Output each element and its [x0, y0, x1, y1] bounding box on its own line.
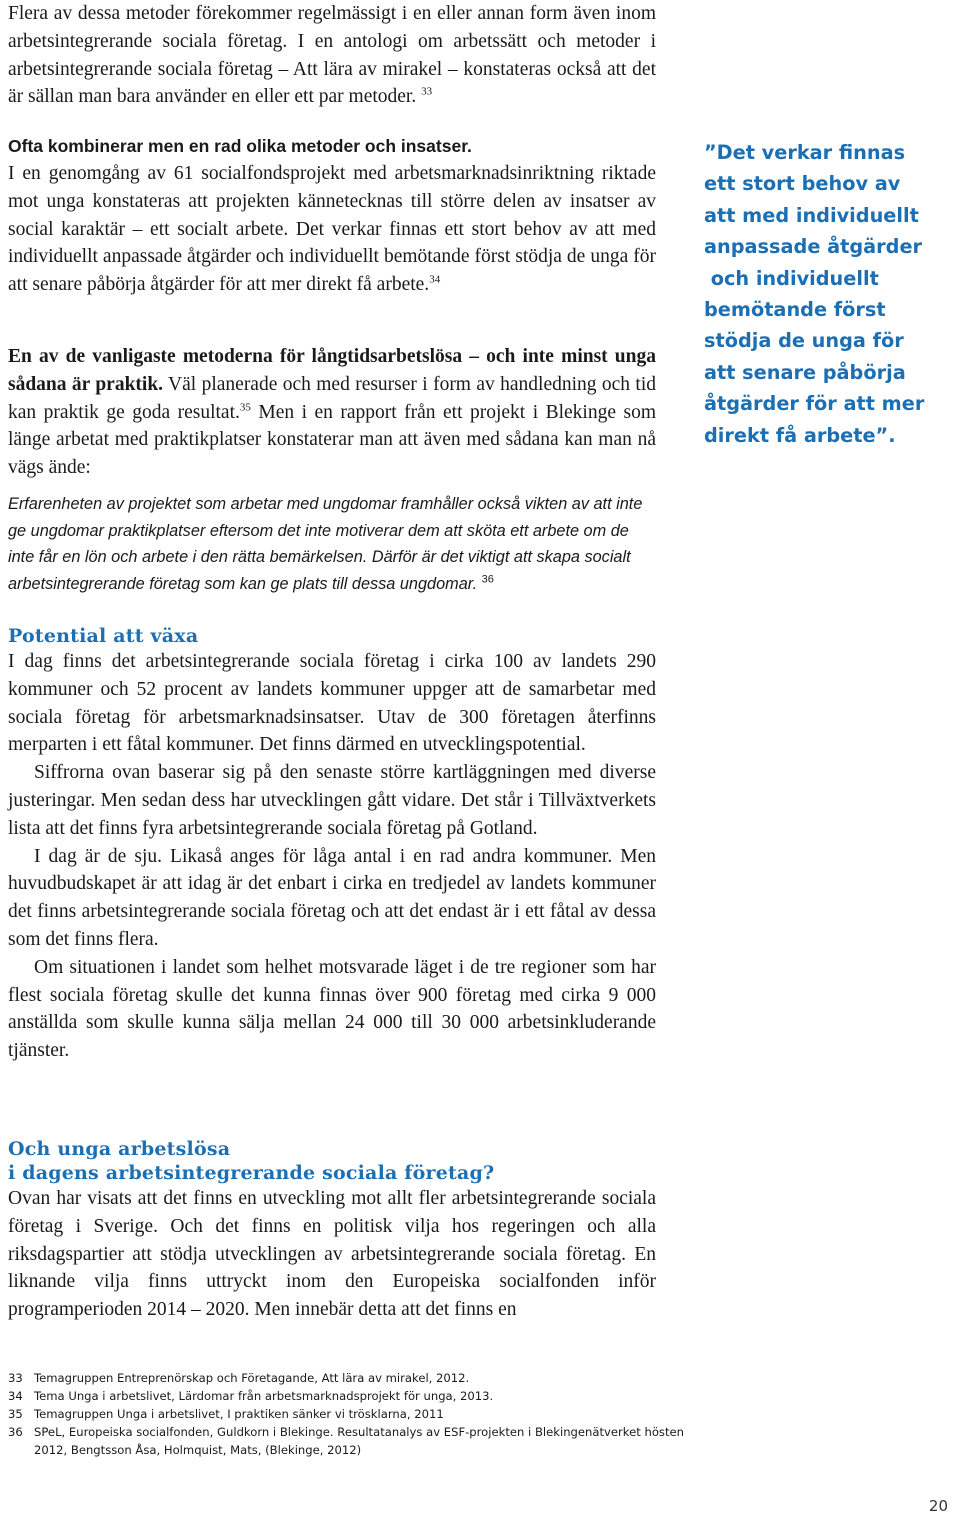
- footnote-number: 34: [8, 1389, 23, 1403]
- section-unga-arbetslosa: [8, 1137, 656, 1324]
- footnote-text: Temagruppen Entreprenörskap och Företagande, Att lära av mirakel, 2012.: [34, 1371, 470, 1385]
- pull-quote-line: ett stort behov av: [704, 172, 901, 196]
- pull-quote: [704, 137, 944, 451]
- pull-quote-line: direkt få arbete”.: [704, 423, 896, 447]
- section2-heading-line2: i dagens arbetsintegrerande sociala företag?: [8, 1162, 495, 1184]
- footnote-number: 33: [8, 1371, 23, 1385]
- lead-sentence: Ofta kombinerar men en rad olika metoder och insatser.: [8, 136, 472, 156]
- footnote-34: [8, 1387, 708, 1405]
- section2-paragraph: Ovan har visats att det finns en utveckling mot allt fler arbetsintegrerande sociala företag i Sverige. Och det finns en politisk vilja hos regeringen och alla riksdagspartier att stödja utvecklingen av arbetsintegrerande sociala företag. En liknande vilja finns uttryckt inom den Europeiska socialfonden inför programperioden 2014 – 2020. Men innebär detta att det finns en: [8, 1188, 656, 1321]
- footnote-35: [8, 1405, 708, 1423]
- section-potential: [8, 624, 656, 1065]
- footnote-ref-35: 35: [239, 401, 251, 414]
- section1-paragraph-2: Siffrorna ovan baserar sig på den senaste större kartläggningen med diverse justeringar. Men sedan dess har utvecklingen gått vidare. Det står i Tillväxtverkets lista att det finns fyra arbetsintegrerande sociala företag på Gotland.: [8, 762, 656, 839]
- pull-quote-line: stödja de unga för: [704, 329, 904, 353]
- footnote-ref-33: 33: [421, 85, 433, 98]
- intro-text: Flera av dessa metoder förekommer regelmässigt i en eller annan form även inom arbetsintegrerande sociala företag. I en antologi om arbetssätt och metoder i arbetsintegrerande sociala företag – Att lära av mirakel – konstateras också att det är sällan man bara använder en eller ett par metoder.: [8, 3, 656, 108]
- section-heading-potential: Potential att växa: [8, 625, 199, 647]
- body2-text-b: Men i en rapport från ett projekt i Blekinge som länge arbetat med praktikplatser konstaterar man att även med sådana kan man nå vägs ände:: [8, 401, 656, 479]
- footnote-text: SPeL, Europeiska socialfonden, Guldkorn i Blekinge. Resultatanalys av ESF-projekten i Blekingenätverket hösten 2012, Bengtsson Åsa, Holmquist, Mats, (Blekinge, 2012): [34, 1425, 684, 1457]
- footnotes: [8, 1369, 708, 1459]
- section1-paragraph-4: Om situationen i landet som helhet motsvarade läget i de tre regioner som har flest sociala företag skulle det kunna finnas över 900 företag med cirka 9 000 anställda som skulle kunna sälja mellan 24 000 till 30 000 arbetsinkluderande tjänster.: [8, 956, 656, 1062]
- italic-quote-text: Erfarenheten av projektet som arbetar med ungdomar framhåller också vikten av att inte ge ungdomar praktikplatser eftersom det inte motiverar dem att sköta ett arbete om de inte får en lön och arbete i den rätta bemärkelsen. Därför är det viktigt att skapa socialt arbetsintegrerande företag som kan ge plats till dessa ungdomar.: [8, 495, 643, 593]
- body-paragraph-1: [8, 160, 656, 299]
- body2-bold-lead: En av de vanligaste metoderna för långtidsarbetslösa – och inte minst unga sådana är praktik.: [8, 346, 656, 395]
- pull-quote-line: anpassade åtgärder: [704, 235, 923, 259]
- body1-text: I en genomgång av 61 socialfondsprojekt med arbetsmarknadsinriktning riktade mot unga konstateras att projekten kännetecknas till större delen av insatser av social karaktär – ett socialt arbete. Det verkar finnas ett stort behov av att med individuellt anpassade åtgärder och individuellt bemötande först stödja de unga för att senare påbörja åtgärder för att mer direkt få arbete.: [8, 163, 656, 296]
- section-heading-unga: [8, 1137, 656, 1185]
- footnote-ref-36: 36: [481, 573, 494, 586]
- footnote-33: [8, 1369, 708, 1387]
- body-paragraph-2: [8, 343, 656, 482]
- pull-quote-line: och individuellt: [704, 266, 879, 290]
- footnote-number: 36: [8, 1425, 23, 1439]
- pull-quote-line: att senare påbörja: [704, 360, 906, 384]
- pull-quote-line: att med individuellt: [704, 203, 919, 227]
- page-number: 20: [928, 1497, 948, 1515]
- section1-paragraph-1: I dag finns det arbetsintegrerande sociala företag i cirka 100 av landets 290 kommuner och 52 procent av landets kommuner uppger att de samarbetar med sociala företag för arbetsmarknadsinsatser. Utav de 300 företagen återfinns merparten i ett fåtal kommuner. Det finns därmed en utvecklingspotential.: [8, 651, 656, 756]
- footnote-36: [8, 1423, 708, 1459]
- footnote-text: Tema Unga i arbetslivet, Lärdomar från arbetsmarknadsprojekt för unga, 2013.: [34, 1389, 494, 1403]
- italic-quote: [8, 491, 656, 597]
- section2-heading-line1: Och unga arbetslösa: [8, 1138, 231, 1160]
- pull-quote-line: ”Det verkar finnas: [704, 141, 906, 164]
- pull-quote-line: bemötande först: [704, 298, 886, 322]
- body2-text-a: Väl planerade och med resurser i form av handledning och tid kan praktik ge goda resultat.: [8, 373, 656, 423]
- intro-paragraph: [8, 0, 656, 111]
- section1-paragraph-3: I dag är de sju. Likaså anges för låga antal i en rad andra kommuner. Men huvudbudskapet är att idag är det enbart i cirka en tredjedel av landets kommuner det finns arbetsintegrerande sociala företag och att det endast är i ett fåtal av dessa som det finns flera.: [8, 845, 656, 950]
- footnote-number: 35: [8, 1407, 23, 1421]
- footnote-text: Temagruppen Unga i arbetslivet, I praktiken sänker vi trösklarna, 2011: [34, 1407, 444, 1421]
- pull-quote-line: åtgärder för att mer: [704, 392, 925, 416]
- footnote-ref-34: 34: [429, 273, 441, 286]
